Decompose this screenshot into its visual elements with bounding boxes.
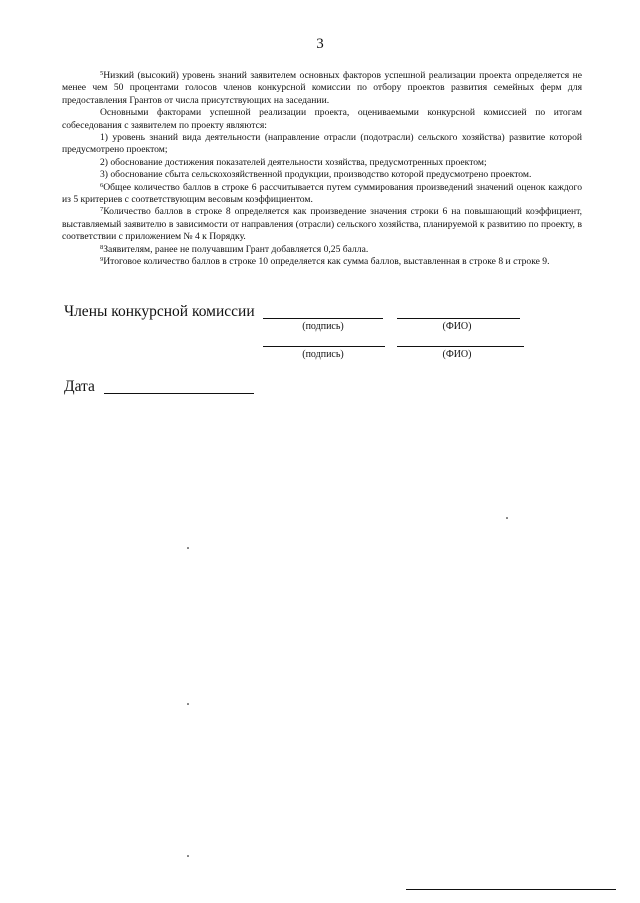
scan-speck: [187, 703, 189, 705]
footnote-9: [62, 256, 582, 268]
commission-members-label: Члены конкурсной комиссии: [64, 303, 255, 320]
page-number: 3: [316, 36, 324, 52]
footnote-6: [62, 182, 582, 207]
date-line: [104, 393, 254, 394]
footnote-7-text: Количество баллов в строке 8 определяется как произведение значения строки 6 на повышающий коэффициент, выставляемый заявителю в зависимости от направления (отрасли) сельского хозяйства, планируемой к развитию по проекту, в соответствии с приложением № 4 к Порядку.: [62, 206, 582, 243]
footnote-9-text: Итоговое количество баллов в строке 10 определяется как сумма баллов, выставленная в строке 8 и строке 9.: [103, 256, 550, 268]
footnote-8: [62, 244, 582, 256]
footnote-7: [62, 206, 582, 243]
signature-line-1: [263, 318, 383, 319]
factor-1: 1) уровень знаний вида деятельности (направление отрасли (подотрасли) сельского хозяйства) развитие которой предусмотрено проектом;: [62, 132, 582, 156]
name-line-2: [397, 346, 524, 347]
signature-caption-1: (подпись): [302, 321, 344, 332]
footnote-6-text: Общее количество баллов в строке 6 рассчитывается путем суммирования произведений значений оценок каждого из 5 критериев с соответствующим весовым коэффициентом.: [62, 181, 582, 206]
footnote-8-mark: 8: [100, 243, 104, 251]
footnote-8-text: Заявителям, ранее не получавшим Грант добавляется 0,25 балла.: [103, 243, 369, 255]
signature-line-2: [263, 346, 385, 347]
footnotes-block: [62, 70, 582, 269]
name-line-1: [397, 318, 520, 319]
footnote-5-mark: 5: [100, 70, 104, 77]
footnote-6-mark: 6: [100, 181, 104, 189]
bottom-edge-line: [406, 889, 616, 890]
footnote-9-mark: 9: [100, 256, 104, 264]
factors-intro: Основными факторами успешной реализации проекта, оцениваемыми конкурсной комиссией по итогам собеседования с заявителем по проекту являются:: [62, 107, 582, 131]
footnote-5-text: Низкий (высокий) уровень знаний заявителем основных факторов успешной реализации проекта определяется не менее чем 50 процентами голосов членов конкурсной комиссии по отбору проектов развития семейных ферм для предоставления Грантов от числа присутствующих на заседании.: [62, 70, 582, 106]
scan-speck: [506, 517, 508, 519]
factor-3: 3) обоснование сбыта сельскохозяйственной продукции, производство которой предусмотрено проектом.: [100, 169, 532, 181]
name-caption-1: (ФИО): [442, 321, 472, 332]
date-label: Дата: [64, 378, 95, 395]
footnote-5: [62, 70, 582, 107]
footnote-7-mark: 7: [100, 206, 104, 214]
name-caption-2: (ФИО): [442, 349, 472, 360]
factor-2: 2) обоснование достижения показателей деятельности хозяйства, предусмотренных проектом;: [100, 156, 487, 168]
scan-speck: [187, 547, 189, 549]
scan-speck: [187, 855, 189, 857]
signature-caption-2: (подпись): [302, 349, 344, 360]
